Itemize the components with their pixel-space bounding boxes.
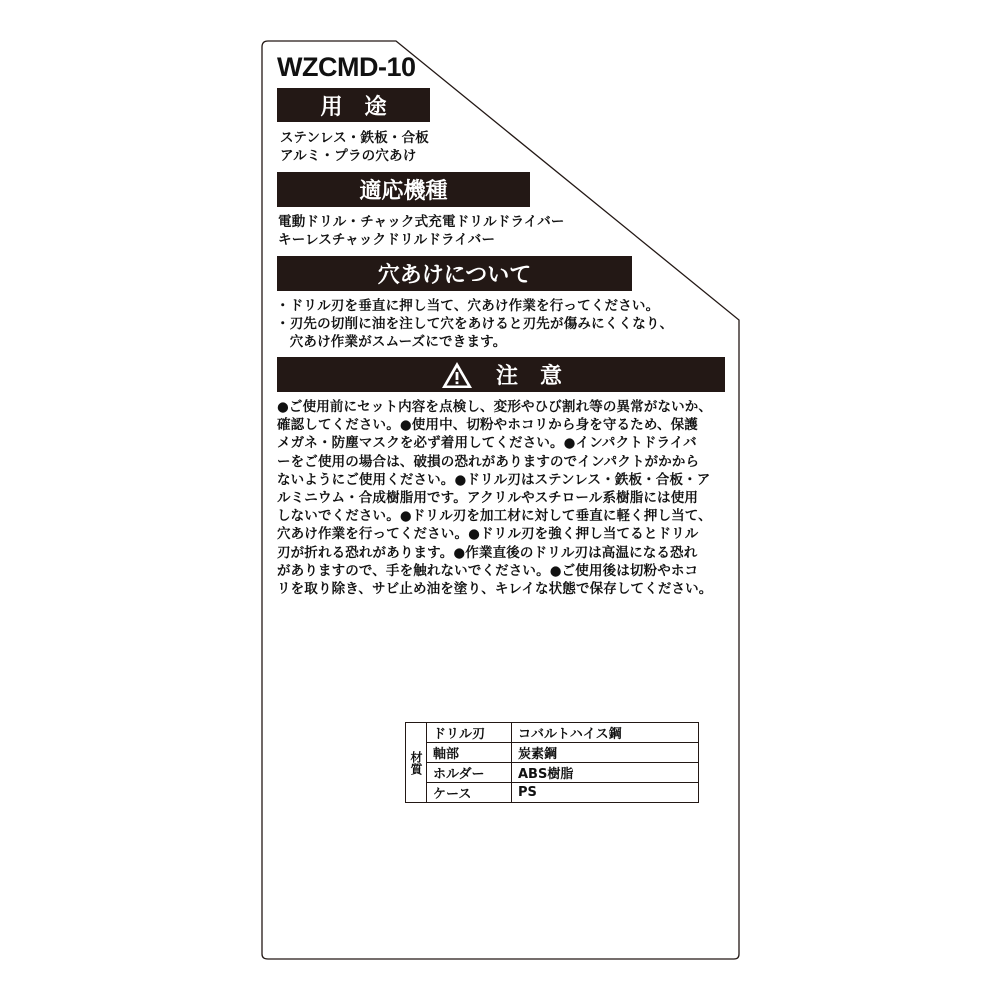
material-cell: ABS樹脂 [512, 763, 699, 783]
caution-heading-bar [277, 357, 725, 392]
caution-line: ルミニウム・合成樹脂用です。アクリルやスチロール系樹脂には使用 [277, 490, 698, 507]
machines-line-1: 電動ドリル・チャック式充電ドリルドライバー [278, 214, 565, 230]
usage-line-1: ステンレス・鉄板・合板 [280, 130, 430, 146]
caution-line: 穴あけ作業を行ってください。●ドリル刃を強く押し当てるとドリル [277, 526, 699, 543]
table-row [406, 783, 699, 803]
table-row [406, 743, 699, 763]
material-cell: コバルトハイス鋼 [512, 723, 699, 743]
part-cell: ホルダー [427, 763, 512, 783]
table-row [406, 723, 699, 743]
table-row [406, 763, 699, 783]
part-cell: 軸部 [427, 743, 512, 763]
caution-heading: 注 意 [495, 364, 562, 389]
model-number: WZCMD-10 [277, 52, 416, 82]
caution-line: がありますので、手を触れないでください。●ご使用後は切粉やホコ [277, 562, 699, 579]
caution-line: しないでください。●ドリル刃を加工材に対して垂直に軽く押し当て、 [277, 508, 712, 525]
caution-line: 確認してください。●使用中、切粉やホコリから身を守るため、保護 [277, 417, 698, 434]
machines-heading-bar [277, 172, 530, 207]
caution-line: ●ご使用前にセット内容を点検し、変形やひび割れ等の異常がないか、 [277, 399, 713, 415]
caution-line: ないようにご使用ください。●ドリル刃はステンレス・鉄板・合板・ア [277, 471, 711, 488]
caution-line: 刃が折れる恐れがあります。●作業直後のドリル刃は高温になる恐れ [277, 544, 698, 561]
usage-heading: 用 途 [320, 94, 387, 120]
machines-line-2: キーレスチャックドリルドライバー [278, 232, 496, 248]
usage-heading-bar [277, 88, 430, 122]
materials-heading: 材質 [406, 723, 427, 803]
drilling-heading: 穴あけについて [377, 263, 532, 288]
machines-heading: 適応機種 [359, 179, 448, 204]
materials-table [405, 722, 699, 803]
material-cell: PS [512, 783, 699, 803]
drilling-heading-bar [277, 256, 632, 291]
caution-line: ーをご使用の場合は、破損の恐れがありますのでインパクトがかから [277, 453, 700, 470]
caution-text [277, 398, 725, 598]
part-cell: ケース [427, 783, 512, 803]
caution-line: メガネ・防塵マスクを必ず着用してください。●インパクトドライバ [277, 435, 697, 452]
warning-triangle-icon [440, 360, 474, 390]
caution-line: リを取り除き、サビ止め油を塗り、キレイな状態で保存してください。 [277, 581, 713, 598]
drilling-line-1: ・ドリル刃を垂直に押し当て、穴あけ作業を行ってください。 [276, 298, 660, 314]
usage-line-2: アルミ・プラの穴あけ [280, 148, 417, 164]
drilling-line-2: ・刃先の切削に油を注して穴をあけると刃先が傷みにくくなり、 [276, 316, 674, 332]
drilling-line-3: 穴あけ作業がスムーズにできます。 [276, 334, 507, 350]
material-cell: 炭素鋼 [512, 743, 699, 763]
part-cell: ドリル刃 [427, 723, 512, 743]
